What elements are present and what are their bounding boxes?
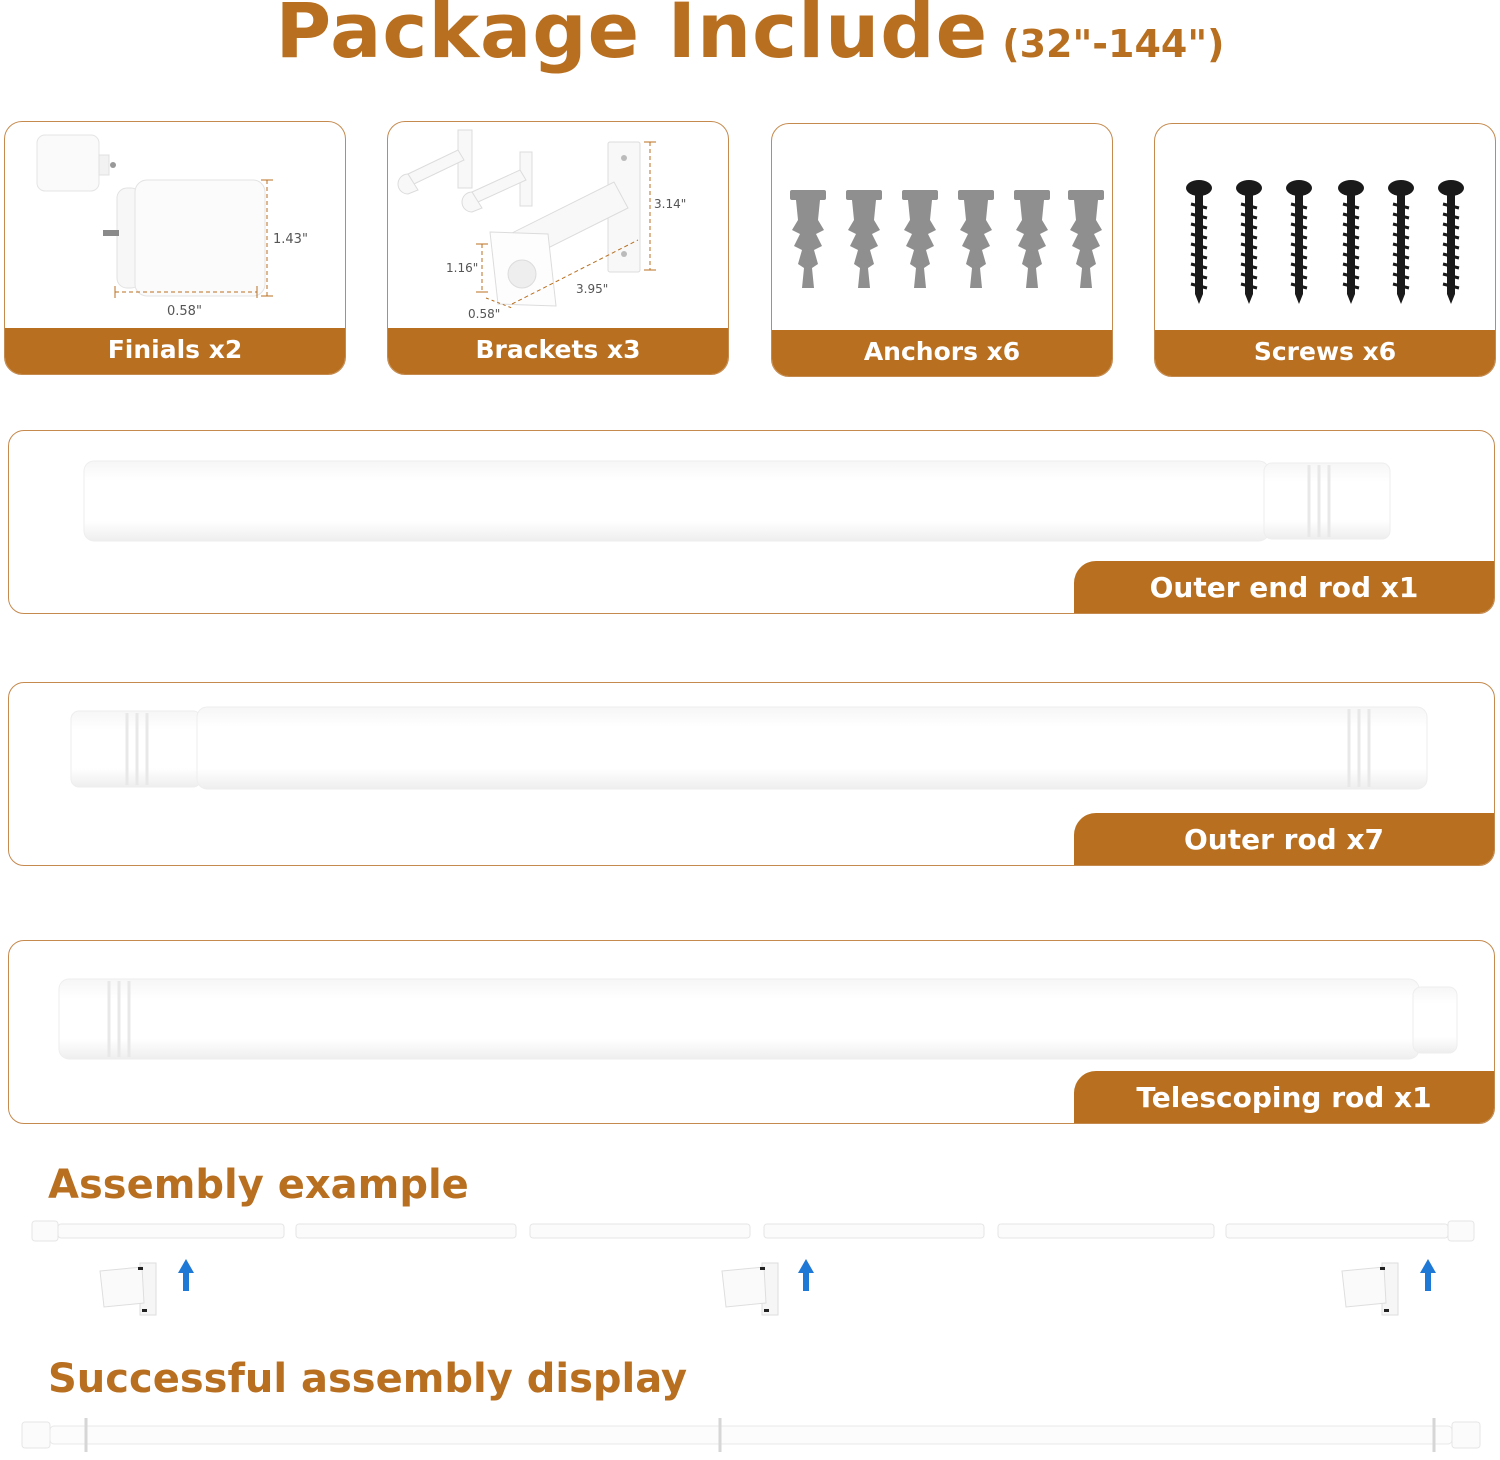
bracket-cup-label: 1.16" [446,261,479,275]
assembly-title: Assembly example [48,1162,469,1208]
outer-end-rod-box [8,430,1495,614]
bracket-width-label: 0.58" [468,307,501,321]
display-title: Successful assembly display [48,1356,688,1402]
outer-rod-label: Outer rod x7 [1074,813,1494,865]
bracket-height-label: 3.14" [654,197,687,211]
anchors-label: Anchors x6 [772,330,1112,376]
assembled-rod-diagram [0,1412,1500,1458]
anchor-icon [772,124,1113,334]
finial-width-label: 0.58" [167,304,202,319]
outer-rod-box [8,682,1495,866]
title-range: (32"-144") [1002,22,1225,66]
up-arrow-icon [178,1259,194,1291]
bracket-icon [722,1263,778,1315]
assembly-example-diagram [0,1215,1500,1325]
telescoping-rod-label: Telescoping rod x1 [1074,1071,1494,1123]
telescoping-rod-box [8,940,1495,1124]
finials-label: Finials x2 [5,328,345,374]
finials-card [4,121,346,375]
bracket-depth-label: 3.95" [576,282,609,296]
up-arrow-icon [798,1259,814,1291]
finial-icon [5,122,346,332]
bracket-icon [388,122,729,332]
outer-end-rod-label: Outer end rod x1 [1074,561,1494,613]
bracket-icon [100,1263,156,1315]
screw-icon [1155,124,1496,334]
anchors-card [771,123,1113,377]
bracket-icon [1342,1263,1398,1315]
brackets-label: Brackets x3 [388,328,728,374]
finial-height-label: 1.43" [273,232,308,247]
title-main: Package Include [275,0,989,75]
page-title [0,0,1500,75]
screws-label: Screws x6 [1155,330,1495,376]
brackets-card [387,121,729,375]
screws-card [1154,123,1496,377]
up-arrow-icon [1420,1259,1436,1291]
